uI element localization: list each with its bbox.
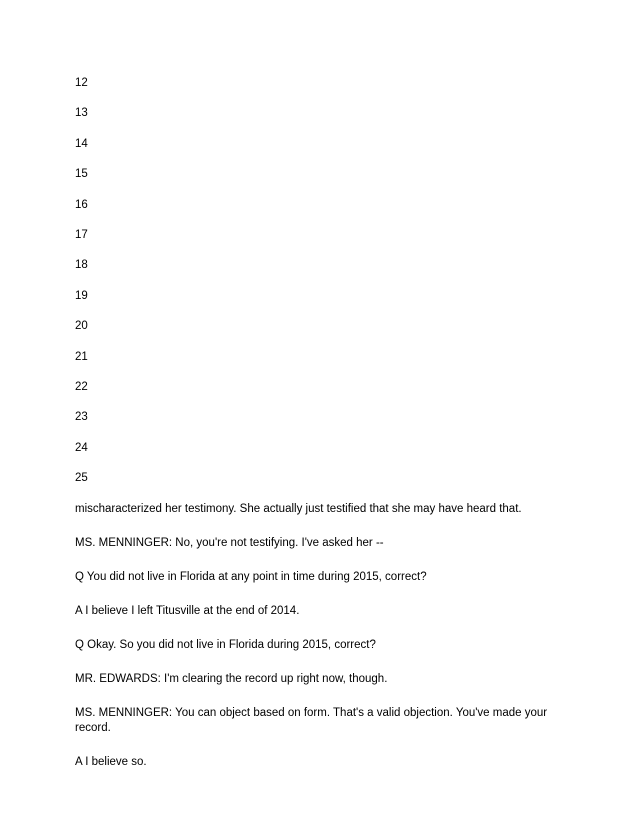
transcript-paragraph: A I believe I left Titusville at the end of 2014. [75,605,300,617]
line-number: 19 [75,289,88,302]
line-number: 21 [75,350,88,363]
line-number: 15 [75,168,88,181]
line-number: 25 [75,472,88,485]
transcript-paragraph: MS. MENNINGER: No, you're not testifying. I've asked her -- [75,537,384,549]
transcript-body [75,502,555,789]
line-number: 24 [75,441,88,454]
transcript-paragraph: A I believe so. [75,755,147,768]
transcript-paragraph: Q You did not live in Florida at any point in time during 2015, correct? [75,571,427,583]
transcript-paragraph: Q Okay. So you did not live in Florida during 2015, correct? [75,639,376,651]
line-number: 17 [75,228,88,241]
transcript-paragraph: MR. EDWARDS: I'm clearing the record up right now, though. [75,673,388,685]
line-number: 12 [75,77,88,89]
transcript-paragraph: MS. MENNINGER: You can object based on form. That's a valid objection. You've made your record. [75,707,548,734]
line-number: 18 [75,259,88,272]
line-number: 22 [75,380,88,393]
line-number-list [75,76,88,501]
line-number: 23 [75,411,88,424]
line-number: 16 [75,198,88,211]
line-number: 14 [75,137,88,150]
transcript-paragraph: mischaracterized her testimony. She actually just testified that she may have heard that. [75,503,522,515]
line-number: 13 [75,107,88,120]
line-number: 20 [75,320,88,333]
